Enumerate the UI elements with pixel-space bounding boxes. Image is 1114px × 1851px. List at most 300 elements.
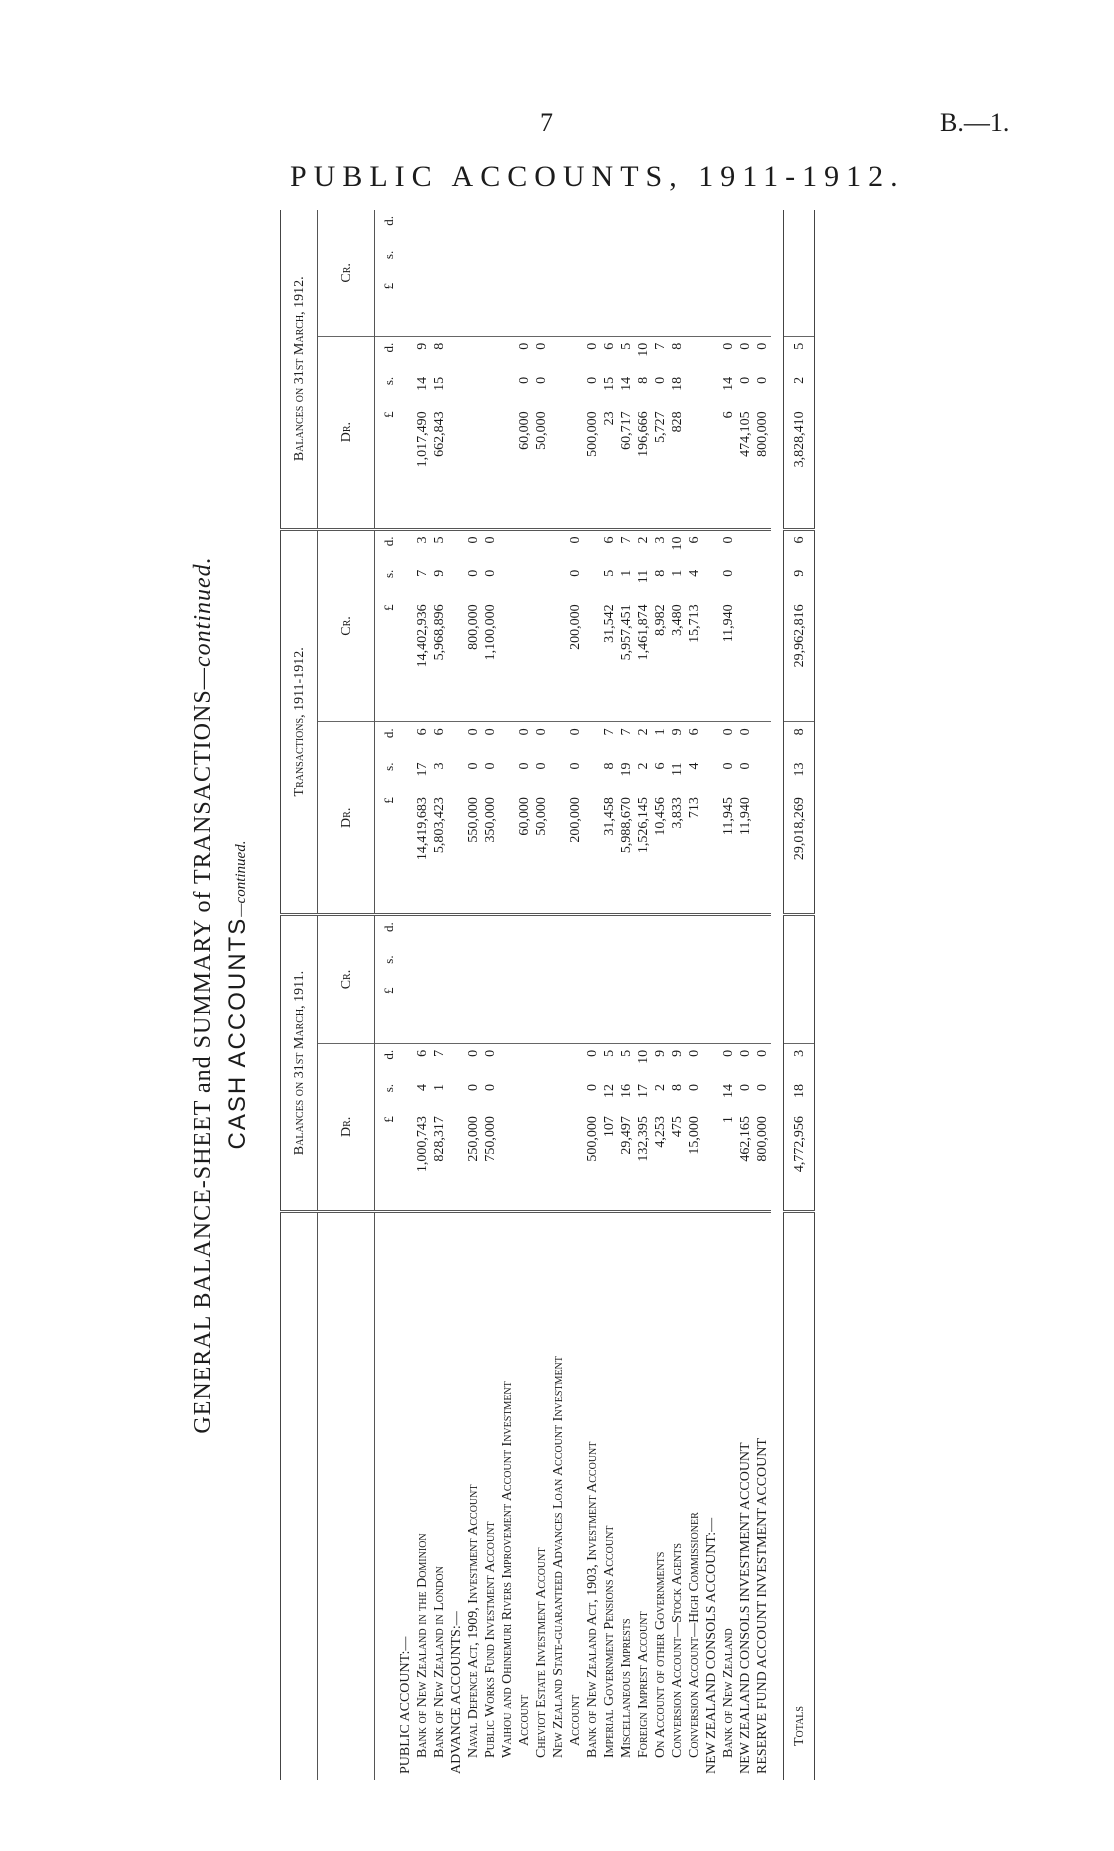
amount-cell (754, 949, 771, 981)
amount-cell (703, 529, 720, 564)
amount-cell: 29,497 (618, 1110, 635, 1211)
amount-cell (550, 277, 567, 336)
unit-shilling: s. (381, 250, 396, 260)
amount-cell (397, 1043, 414, 1078)
amount-cell: 828 (669, 405, 686, 529)
amount-cell (784, 210, 815, 245)
amount-cell: 2 (636, 728, 651, 736)
amount-cell (533, 598, 550, 722)
amount-cell (533, 1043, 550, 1078)
amount-cell (567, 949, 584, 981)
amount-cell (397, 564, 414, 599)
amount-cell: 1,461,874 (635, 598, 652, 722)
amount-cell: 0 (755, 342, 770, 350)
amount-cell (550, 1110, 567, 1211)
rotated-balance-sheet (190, 210, 1114, 1780)
amount-cell (567, 336, 584, 371)
amount-cell: 132,395 (635, 1110, 652, 1211)
amount-cell: 50,000 (533, 405, 550, 529)
amount-cell (686, 245, 703, 277)
amount-cell (550, 598, 567, 722)
amount-cell (448, 564, 465, 599)
amount-cell (584, 245, 601, 277)
table-row (397, 210, 414, 1780)
amount-cell: 15 (602, 376, 617, 391)
amount-cell: 3 (784, 1043, 815, 1078)
amount-cell: 9 (784, 564, 815, 599)
amount-cell (414, 245, 431, 277)
row-label: On Account of other Governments (653, 1551, 668, 1758)
amount-cell (550, 791, 567, 915)
amount-cell: 9 (415, 342, 430, 350)
amount-cell: 8 (670, 1083, 685, 1091)
amount-cell (703, 1043, 720, 1078)
amount-cell: 0 (466, 728, 481, 736)
amount-cell (601, 915, 618, 950)
amount-cell (414, 949, 431, 981)
amount-cell: 0 (568, 569, 583, 577)
amount-cell (482, 405, 499, 529)
amount-cell: 6 (432, 728, 447, 736)
document-reference: B.—1. (940, 108, 1010, 137)
amount-cell (703, 949, 720, 981)
row-label: Imperial Government Pensions Account (602, 1525, 617, 1758)
amount-cell (550, 336, 567, 371)
amount-cell (499, 210, 516, 245)
amount-cell: 15 (432, 376, 447, 391)
amount-cell (431, 210, 448, 245)
amount-cell (550, 245, 567, 277)
amount-cell (397, 791, 414, 915)
amount-cell: 474,105 (737, 405, 754, 529)
amount-cell (448, 277, 465, 336)
amount-cell (414, 982, 431, 1044)
table-row (482, 210, 499, 1780)
amount-cell: 828,317 (431, 1110, 448, 1211)
amount-cell: 14 (415, 376, 430, 391)
amount-cell (550, 949, 567, 981)
unit-pence: d. (381, 1049, 396, 1060)
amount-cell (397, 949, 414, 981)
amount-cell: 0 (721, 762, 736, 770)
amount-cell (465, 949, 482, 981)
dr-header: Dr. (318, 336, 375, 529)
amount-cell (567, 915, 584, 950)
amount-cell (584, 949, 601, 981)
amount-cell (482, 336, 499, 371)
amount-cell (567, 277, 584, 336)
amount-cell: 4,253 (652, 1110, 669, 1211)
amount-cell (448, 210, 465, 245)
table-row (414, 210, 431, 1780)
amount-cell (431, 915, 448, 950)
amount-cell: 2 (636, 762, 651, 770)
amount-cell: 0 (721, 342, 736, 350)
amount-cell: 550,000 (465, 791, 482, 915)
amount-cell (533, 949, 550, 981)
amount-cell (448, 336, 465, 371)
amount-cell (720, 982, 737, 1044)
amount-cell: 0 (466, 536, 481, 544)
amount-cell: 800,000 (754, 1110, 771, 1211)
amount-cell (737, 915, 754, 950)
amount-cell (703, 277, 720, 336)
amount-cell (550, 722, 567, 757)
amount-cell (618, 949, 635, 981)
amount-cell (754, 757, 771, 792)
amount-cell: 31,542 (601, 598, 618, 722)
amount-cell: 18 (784, 1078, 815, 1110)
amount-cell (465, 405, 482, 529)
amount-cell: 14,419,683 (414, 791, 431, 915)
amount-cell: 0 (585, 342, 600, 350)
sheet-subtitle: CASH ACCOUNTS—continued. (224, 840, 251, 1150)
amount-cell (448, 949, 465, 981)
amount-cell: 16 (619, 1083, 634, 1098)
amount-cell: 7 (415, 569, 430, 577)
amount-cell: 500,000 (584, 405, 601, 529)
amount-cell (567, 405, 584, 529)
amount-cell: 3,833 (669, 791, 686, 915)
amount-cell: 1,017,490 (414, 405, 431, 529)
amount-cell (431, 277, 448, 336)
table-row (703, 210, 720, 1780)
amount-cell (737, 277, 754, 336)
amount-cell: 4 (415, 1083, 430, 1091)
amount-cell: 17 (415, 762, 430, 777)
amount-cell: 29,962,816 (784, 598, 815, 722)
page-number: 7 (540, 108, 553, 137)
amount-cell (499, 371, 516, 406)
label-column-header (281, 1211, 318, 1780)
amount-cell (754, 210, 771, 245)
amount-cell (618, 277, 635, 336)
table-row (499, 210, 516, 1780)
amount-cell (516, 277, 533, 336)
amount-cell (635, 245, 652, 277)
amount-cell (720, 277, 737, 336)
amount-cell: 6 (687, 728, 702, 736)
amount-cell: 9 (670, 728, 685, 736)
amount-cell: 18 (670, 376, 685, 391)
table-row (669, 210, 686, 1780)
amount-cell: 0 (721, 728, 736, 736)
table-row (754, 210, 771, 1780)
amount-cell: 60,717 (618, 405, 635, 529)
amount-cell: 9 (432, 569, 447, 577)
unit-shilling: s. (381, 1083, 396, 1093)
amount-cell: 0 (483, 728, 498, 736)
amount-cell (584, 210, 601, 245)
row-label: Bank of New Zealand (721, 1628, 736, 1758)
cr-header: Cr. (318, 915, 375, 1044)
amount-cell (703, 336, 720, 371)
amount-cell: 1,000,743 (414, 1110, 431, 1211)
row-label: Account (568, 1694, 583, 1746)
amount-cell (533, 564, 550, 599)
amount-cell: 4 (687, 569, 702, 577)
amount-cell: 500,000 (584, 1110, 601, 1211)
amount-cell: 5,727 (652, 405, 669, 529)
cr-header: Cr. (318, 210, 375, 336)
row-label: Bank of New Zealand in London (432, 1566, 447, 1758)
amount-cell: 5 (784, 336, 815, 371)
amount-cell (550, 1078, 567, 1110)
amount-cell (499, 949, 516, 981)
amount-cell (669, 949, 686, 981)
amount-cell: 14 (721, 376, 736, 391)
amount-cell (754, 598, 771, 722)
amount-cell: 1,100,000 (482, 598, 499, 722)
amount-cell (652, 915, 669, 950)
unit-pence: d. (381, 216, 396, 226)
amount-cell (516, 245, 533, 277)
amount-cell (499, 1078, 516, 1110)
spacer-row (771, 210, 784, 1780)
amount-cell: 0 (721, 569, 736, 577)
amount-cell (784, 245, 815, 277)
amount-cell: 5 (619, 342, 634, 350)
amount-cell: 14,402,936 (414, 598, 431, 722)
amount-cell: 7 (619, 536, 634, 544)
amount-cell: 0 (483, 536, 498, 544)
amount-cell (686, 982, 703, 1044)
amount-cell: 11 (636, 569, 651, 584)
amount-cell: 14 (721, 1083, 736, 1098)
amount-cell (465, 371, 482, 406)
amount-cell: 1 (432, 1083, 447, 1091)
amount-cell (703, 598, 720, 722)
amount-cell (465, 336, 482, 371)
amount-cell (737, 529, 754, 564)
amount-cell (516, 564, 533, 599)
amount-cell: 0 (755, 1049, 770, 1057)
amount-cell: 0 (466, 762, 481, 770)
amount-cell (448, 371, 465, 406)
row-label: Cheviot Estate Investment Account (534, 1547, 549, 1758)
amount-cell: 0 (534, 376, 549, 384)
row-label: NEW ZEALAND CONSOLS ACCOUNT:— (704, 1517, 719, 1774)
amount-cell (601, 245, 618, 277)
amount-cell: 1 (653, 728, 668, 736)
amount-cell (567, 1110, 584, 1211)
amount-cell: 6 (415, 1049, 430, 1057)
amount-cell: 7 (619, 728, 634, 736)
amount-cell (703, 791, 720, 915)
amount-cell (669, 982, 686, 1044)
row-label: NEW ZEALAND CONSOLS INVESTMENT ACCOUNT (738, 1442, 753, 1774)
amount-cell (397, 210, 414, 245)
amount-cell (737, 564, 754, 599)
amount-cell (686, 371, 703, 406)
amount-cell: 7 (602, 728, 617, 736)
amount-cell: 0 (738, 1083, 753, 1091)
table-row (533, 210, 550, 1780)
amount-cell (397, 757, 414, 792)
amount-cell (499, 915, 516, 950)
amount-cell: 0 (483, 1083, 498, 1091)
amount-cell: 13 (784, 757, 815, 792)
amount-cell (737, 598, 754, 722)
amount-cell: 0 (517, 762, 532, 770)
row-label: New Zealand State-guaranteed Advances Loan Account Investment (551, 1356, 566, 1758)
unit-shilling: s. (381, 376, 396, 386)
amount-cell (567, 982, 584, 1044)
amount-cell: 662,843 (431, 405, 448, 529)
amount-cell: 6 (653, 762, 668, 770)
amount-cell: 713 (686, 791, 703, 915)
amount-cell: 6 (720, 405, 737, 529)
amount-cell: 0 (755, 1083, 770, 1091)
unit-pence: d. (381, 536, 396, 547)
amount-cell (703, 982, 720, 1044)
amount-cell (516, 598, 533, 722)
amount-cell: 0 (687, 1049, 702, 1057)
amount-cell (686, 949, 703, 981)
amount-cell (465, 915, 482, 950)
amount-cell (635, 210, 652, 245)
amount-cell: 9 (670, 1049, 685, 1057)
amount-cell: 8 (784, 722, 815, 757)
amount-cell: 29,018,269 (784, 791, 815, 915)
unit-pence: d. (381, 342, 396, 353)
amount-cell (584, 915, 601, 950)
amount-cell: 200,000 (567, 791, 584, 915)
unit-pound: £ (375, 791, 398, 915)
amount-cell (737, 210, 754, 245)
amount-cell: 5 (619, 1049, 634, 1057)
amount-cell (784, 915, 815, 950)
amount-cell: 0 (755, 376, 770, 384)
amount-cell (448, 1078, 465, 1110)
amount-cell: 5,968,896 (431, 598, 448, 722)
amount-cell: 7 (432, 1049, 447, 1057)
table-row (448, 210, 465, 1780)
amount-cell: 50,000 (533, 791, 550, 915)
row-label: Account (517, 1694, 532, 1746)
amount-cell (397, 915, 414, 950)
amount-cell (448, 598, 465, 722)
amount-cell: 0 (738, 342, 753, 350)
amount-cell (669, 245, 686, 277)
amount-cell (567, 1043, 584, 1078)
amount-cell (784, 949, 815, 981)
amount-cell (754, 277, 771, 336)
amount-cell (431, 949, 448, 981)
amount-cell: 11 (670, 762, 685, 776)
amount-cell: 0 (466, 1049, 481, 1057)
amount-cell (686, 405, 703, 529)
amount-cell (703, 405, 720, 529)
amount-cell: 0 (585, 376, 600, 384)
amount-cell (550, 915, 567, 950)
amount-cell: 31,458 (601, 791, 618, 915)
amount-cell (448, 982, 465, 1044)
amount-cell (601, 210, 618, 245)
row-label: Miscellaneous Imprests (619, 1618, 634, 1758)
table-row (618, 210, 635, 1780)
amount-cell (397, 1078, 414, 1110)
unit-pound: £ (375, 1110, 398, 1211)
amount-cell: 11,945 (720, 791, 737, 915)
amount-cell (448, 529, 465, 564)
amount-cell: 800,000 (465, 598, 482, 722)
group-header-transactions: Transactions, 1911-1912. (281, 529, 318, 915)
amount-cell (584, 529, 601, 564)
row-label: PUBLIC ACCOUNT:— (398, 1636, 413, 1774)
amount-cell (652, 245, 669, 277)
unit-pound: £ (375, 598, 398, 722)
amount-cell (703, 722, 720, 757)
amount-cell: 3 (432, 762, 447, 770)
amount-cell: 4 (687, 762, 702, 770)
unit-pence: d. (381, 922, 396, 932)
amount-cell (567, 245, 584, 277)
amount-cell: 2 (636, 536, 651, 544)
amount-cell (482, 371, 499, 406)
amount-cell: 5 (432, 536, 447, 544)
amount-cell (703, 210, 720, 245)
amount-cell (533, 1078, 550, 1110)
table-row (431, 210, 448, 1780)
amount-cell (601, 277, 618, 336)
amount-cell: 8,982 (652, 598, 669, 722)
amount-cell: 5,803,423 (431, 791, 448, 915)
amount-cell (754, 245, 771, 277)
amount-cell (669, 210, 686, 245)
row-label: Waihou and Ohinemuri Rivers Improvement Account Investment (500, 1381, 515, 1758)
row-label: ADVANCE ACCOUNTS:— (449, 1611, 464, 1774)
amount-cell: 8 (653, 569, 668, 577)
amount-cell (414, 915, 431, 950)
amount-cell: 250,000 (465, 1110, 482, 1211)
amount-cell: 0 (483, 762, 498, 770)
amount-cell: 1 (720, 1110, 737, 1211)
amount-cell: 17 (636, 1083, 651, 1098)
amount-cell: 9 (653, 1049, 668, 1057)
amount-cell (669, 915, 686, 950)
amount-cell: 0 (585, 1083, 600, 1091)
amount-cell (550, 1043, 567, 1078)
amount-cell (533, 245, 550, 277)
amount-cell: 0 (738, 762, 753, 770)
amount-cell: 1,526,145 (635, 791, 652, 915)
units-row (375, 210, 398, 1780)
amount-cell: 15,000 (686, 1110, 703, 1211)
amount-cell (686, 336, 703, 371)
amount-cell: 10 (670, 536, 685, 551)
amount-cell (397, 405, 414, 529)
amount-cell (686, 277, 703, 336)
amount-cell (754, 982, 771, 1044)
amount-cell (652, 210, 669, 245)
amount-cell: 0 (534, 728, 549, 736)
amount-cell (499, 336, 516, 371)
amount-cell (652, 277, 669, 336)
amount-cell: 11,940 (720, 598, 737, 722)
amount-cell (550, 564, 567, 599)
amount-cell: 10 (636, 342, 651, 357)
amount-cell: 0 (517, 376, 532, 384)
amount-cell: 0 (483, 569, 498, 577)
amount-cell (567, 1078, 584, 1110)
amount-cell (635, 277, 652, 336)
amount-cell: 60,000 (516, 405, 533, 529)
amount-cell: 6 (687, 536, 702, 544)
amount-cell: 0 (585, 1049, 600, 1057)
amount-cell: 0 (466, 1083, 481, 1091)
amount-cell (499, 757, 516, 792)
